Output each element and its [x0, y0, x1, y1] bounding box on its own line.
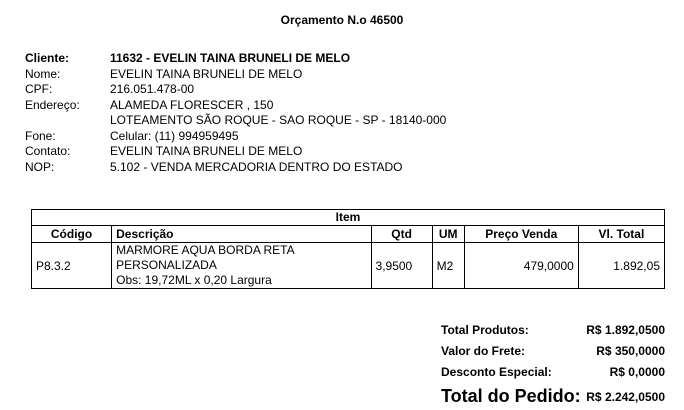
- total-produtos-row: [441, 318, 671, 339]
- frete-row: [441, 339, 671, 360]
- item-um: M2: [432, 243, 464, 289]
- client-label: Cliente:: [25, 51, 70, 65]
- address-value: ALAMEDA FLORESCER , 150: [110, 97, 274, 112]
- item-preco: 479,0000: [464, 243, 578, 289]
- nop-value: 5.102 - VENDA MERCADORIA DENTRO DO ESTADO: [110, 159, 403, 174]
- address-line2-value: LOTEAMENTO SÃO ROQUE - SAO ROQUE - SP - 18140-000: [110, 113, 447, 127]
- client-value: 11632 - EVELIN TAINA BRUNELI DE MELO: [110, 51, 351, 65]
- item-total: 1.892,05: [578, 243, 664, 289]
- desconto-row: [441, 360, 671, 381]
- item-qtd: 3,9500: [371, 243, 432, 289]
- items-caption-row: [32, 210, 665, 226]
- header-um: UM: [432, 226, 464, 243]
- header-preco: Preço Venda: [464, 226, 578, 243]
- desconto-label: Desconto Especial:: [441, 365, 552, 379]
- frete-label: Valor do Frete:: [441, 344, 526, 358]
- address-label: Endereço:: [25, 97, 80, 112]
- desconto-value: R$ 0,0000: [609, 365, 665, 379]
- item-desc-line: PERSONALIZADA: [116, 258, 217, 272]
- cpf-label: CPF:: [25, 82, 53, 96]
- header-total: Vl. Total: [578, 226, 664, 243]
- total-pedido-value: R$ 2.242,0500: [586, 390, 665, 404]
- total-pedido-label: Total do Pedido:: [441, 386, 581, 406]
- phone-value: Celular: (11) 994959495: [110, 128, 239, 143]
- frete-value: R$ 350,0000: [596, 344, 665, 358]
- document-title: Orçamento N.o 46500: [280, 13, 404, 27]
- cpf-value: 216.051.478-00: [110, 82, 195, 96]
- item-desc-line: MARMORE AQUA BORDA RETA: [116, 243, 295, 257]
- name-label: Nome:: [25, 66, 61, 81]
- total-produtos-label: Total Produtos:: [441, 323, 529, 337]
- nop-label: NOP:: [25, 159, 55, 174]
- items-header-row: [32, 226, 665, 243]
- contact-label: Contato:: [25, 144, 71, 158]
- items-table: [31, 209, 665, 289]
- items-caption: Item: [32, 210, 665, 226]
- item-descricao: [112, 243, 371, 289]
- phone-label: Fone:: [25, 128, 56, 143]
- table-row: [32, 243, 665, 289]
- name-value: EVELIN TAINA BRUNELI DE MELO: [110, 66, 303, 81]
- header-codigo: Código: [32, 226, 112, 243]
- item-desc-obs: Obs: 19,72ML x 0,20 Largura: [116, 273, 272, 287]
- header-descricao: Descrição: [112, 226, 371, 243]
- contact-value: EVELIN TAINA BRUNELI DE MELO: [110, 144, 303, 158]
- header-qtd: Qtd: [371, 226, 432, 243]
- total-produtos-value: R$ 1.892,0500: [586, 323, 665, 337]
- totals-block: [441, 318, 671, 407]
- item-codigo: P8.3.2: [32, 243, 112, 289]
- total-pedido-row: [441, 381, 671, 407]
